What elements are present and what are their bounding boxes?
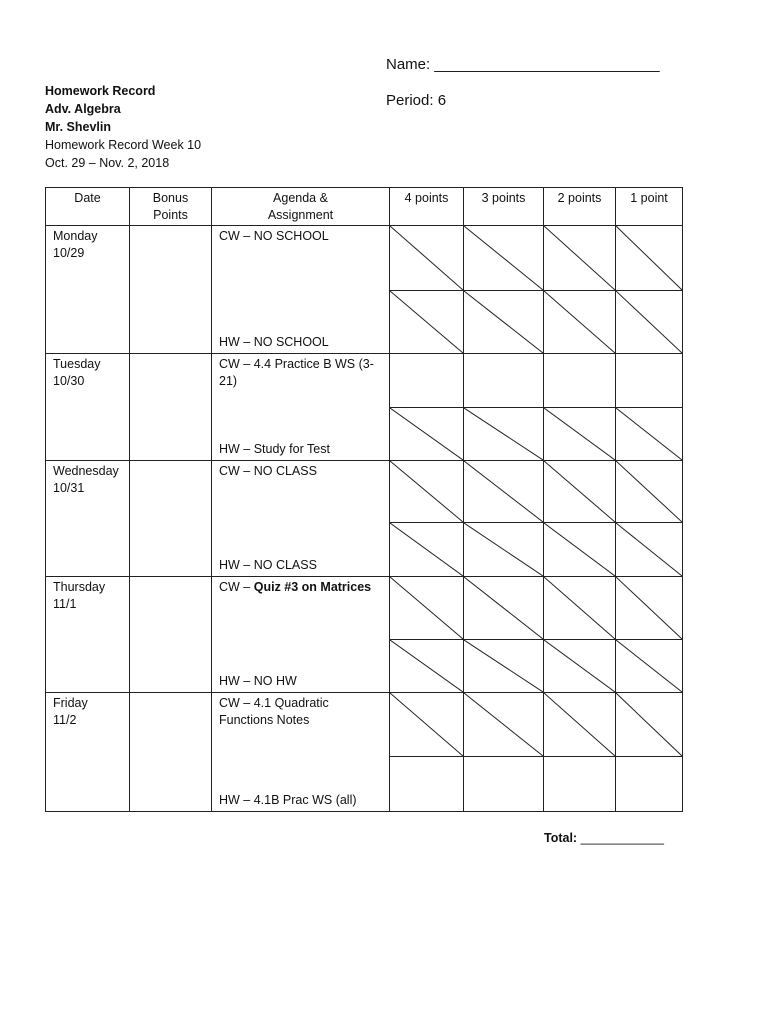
score-cell[interactable] xyxy=(616,577,683,640)
strike-diagonal xyxy=(390,226,463,290)
score-cell[interactable] xyxy=(390,461,464,523)
strike-diagonal xyxy=(464,226,543,290)
strike-diagonal xyxy=(544,461,615,522)
score-cell[interactable] xyxy=(464,291,544,354)
column-header-3-points: 3 points xyxy=(464,188,544,226)
score-cell[interactable] xyxy=(544,291,616,354)
score-cell[interactable] xyxy=(544,640,616,693)
strike-diagonal xyxy=(616,461,682,522)
agenda-cell-friday xyxy=(212,693,390,812)
strike-diagonal xyxy=(390,640,463,692)
total-blank: ____________ xyxy=(580,831,665,845)
score-cell[interactable] xyxy=(544,693,616,757)
score-cell[interactable] xyxy=(390,523,464,577)
agenda-cell-thursday xyxy=(212,577,390,693)
score-cell[interactable] xyxy=(390,640,464,693)
score-cell[interactable] xyxy=(616,461,683,523)
score-cell[interactable] xyxy=(616,291,683,354)
classwork-text: CW – 4.4 Practice B WS (3-21) xyxy=(219,357,374,388)
table-row-wednesday-cw xyxy=(46,461,683,523)
strike-diagonal xyxy=(544,291,615,353)
score-cell[interactable] xyxy=(616,693,683,757)
score-cell[interactable] xyxy=(616,640,683,693)
bonus-cell-tuesday[interactable] xyxy=(130,354,212,461)
bonus-cell-wednesday[interactable] xyxy=(130,461,212,577)
score-cell[interactable] xyxy=(464,461,544,523)
score-cell[interactable] xyxy=(390,577,464,640)
strike-diagonal xyxy=(544,577,615,639)
score-cell[interactable] xyxy=(544,354,616,408)
strike-diagonal xyxy=(544,523,615,576)
strike-diagonal xyxy=(616,577,682,639)
strike-diagonal xyxy=(616,291,682,353)
score-cell[interactable] xyxy=(616,354,683,408)
classwork-text: CW – Quiz #3 on Matrices xyxy=(219,580,372,594)
score-cell[interactable] xyxy=(390,226,464,291)
strike-diagonal xyxy=(544,408,615,460)
date-range: Oct. 29 – Nov. 2, 2018 xyxy=(45,156,170,170)
score-cell[interactable] xyxy=(464,640,544,693)
score-cell[interactable] xyxy=(544,226,616,291)
quiz-label: Quiz #3 on Matrices xyxy=(253,580,372,594)
column-header-2-points: 2 points xyxy=(544,188,616,226)
classwork-text: CW – 4.1 Quadratic Functions Notes xyxy=(219,696,329,727)
strike-diagonal xyxy=(390,408,463,460)
strike-diagonal xyxy=(464,291,543,353)
classwork-text: CW – NO CLASS xyxy=(219,464,317,478)
name-field[interactable]: Name: ___________________________ xyxy=(386,56,660,73)
strike-diagonal xyxy=(616,640,682,692)
total-label: Total: xyxy=(544,831,578,845)
bonus-cell-thursday[interactable] xyxy=(130,577,212,693)
document-header xyxy=(45,82,201,172)
score-cell[interactable] xyxy=(544,461,616,523)
strike-diagonal xyxy=(464,640,543,692)
strike-diagonal xyxy=(390,577,463,639)
score-cell[interactable] xyxy=(390,291,464,354)
score-cell[interactable] xyxy=(464,693,544,757)
score-cell[interactable] xyxy=(616,757,683,812)
strike-diagonal xyxy=(616,408,682,460)
score-cell[interactable] xyxy=(544,408,616,461)
score-cell[interactable] xyxy=(390,693,464,757)
day-cell-friday: Friday 11/2 xyxy=(46,693,130,812)
classwork-text: CW – NO SCHOOL xyxy=(219,229,329,243)
score-cell[interactable] xyxy=(464,226,544,291)
day-cell-thursday: Thursday 11/1 xyxy=(46,577,130,693)
homework-text: HW – Study for Test xyxy=(219,442,330,456)
bonus-cell-friday[interactable] xyxy=(130,693,212,812)
teacher-name: Mr. Shevlin xyxy=(45,120,111,134)
strike-diagonal xyxy=(616,226,682,290)
strike-diagonal xyxy=(464,461,543,522)
strike-diagonal xyxy=(544,640,615,692)
homework-text: HW – 4.1B Prac WS (all) xyxy=(219,793,357,807)
day-cell-wednesday: Wednesday 10/31 xyxy=(46,461,130,577)
score-cell[interactable] xyxy=(616,408,683,461)
course-name: Adv. Algebra xyxy=(45,102,121,116)
homework-text: HW – NO SCHOOL xyxy=(219,335,329,349)
strike-diagonal xyxy=(464,523,543,576)
strike-diagonal xyxy=(390,693,463,756)
strike-diagonal xyxy=(616,523,682,576)
strike-diagonal xyxy=(390,523,463,576)
table-row-thursday-cw xyxy=(46,577,683,640)
score-cell[interactable] xyxy=(544,577,616,640)
agenda-cell-wednesday xyxy=(212,461,390,577)
day-cell-monday: Monday 10/29 xyxy=(46,226,130,354)
strike-diagonal xyxy=(390,291,463,353)
period-label: Period: 6 xyxy=(386,92,447,109)
strike-diagonal xyxy=(544,226,615,290)
day-cell-tuesday: Tuesday 10/30 xyxy=(46,354,130,461)
column-header-1-point: 1 point xyxy=(616,188,683,226)
score-cell[interactable] xyxy=(616,523,683,577)
column-header-bonus: Bonus Points xyxy=(130,188,212,226)
agenda-cell-monday xyxy=(212,226,390,354)
score-cell[interactable] xyxy=(544,523,616,577)
score-cell[interactable] xyxy=(464,354,544,408)
document-title: Homework Record xyxy=(45,84,156,98)
homework-table xyxy=(45,187,683,812)
table-row-tuesday-cw xyxy=(46,354,683,408)
strike-diagonal xyxy=(464,577,543,639)
score-cell[interactable] xyxy=(464,523,544,577)
score-cell[interactable] xyxy=(464,408,544,461)
score-cell[interactable] xyxy=(464,577,544,640)
table-row-friday-cw xyxy=(46,693,683,757)
score-cell[interactable] xyxy=(616,226,683,291)
table-header-row xyxy=(46,188,683,226)
strike-diagonal xyxy=(464,693,543,756)
score-cell[interactable] xyxy=(464,757,544,812)
score-cell[interactable] xyxy=(390,757,464,812)
strike-diagonal xyxy=(616,693,682,756)
score-cell[interactable] xyxy=(544,757,616,812)
total-field[interactable] xyxy=(544,831,664,845)
week-subtitle: Homework Record Week 10 xyxy=(45,138,202,152)
agenda-cell-tuesday xyxy=(212,354,390,461)
column-header-date: Date xyxy=(46,188,130,226)
table-row-monday-cw xyxy=(46,226,683,291)
strike-diagonal xyxy=(464,408,543,460)
homework-text: HW – NO CLASS xyxy=(219,558,317,572)
score-cell[interactable] xyxy=(390,408,464,461)
homework-text: HW – NO HW xyxy=(219,674,297,688)
strike-diagonal xyxy=(544,693,615,756)
column-header-agenda: Agenda & Assignment xyxy=(212,188,390,226)
column-header-4-points: 4 points xyxy=(390,188,464,226)
score-cell[interactable] xyxy=(390,354,464,408)
bonus-cell-monday[interactable] xyxy=(130,226,212,354)
strike-diagonal xyxy=(390,461,463,522)
